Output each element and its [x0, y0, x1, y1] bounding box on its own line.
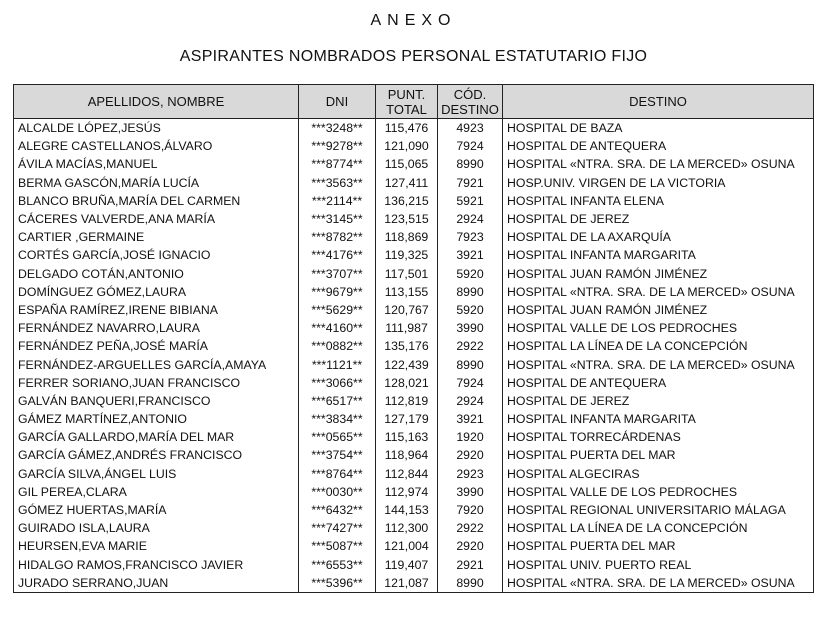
- cell-score: 112,300: [376, 519, 438, 537]
- table-row: [14, 446, 814, 464]
- table-row: [14, 556, 814, 574]
- cell-destination-code: 3921: [438, 246, 503, 264]
- cell-destination-code: 7920: [438, 501, 503, 519]
- column-header-destination-code: [438, 85, 503, 119]
- cell-destination-code: 5921: [438, 192, 503, 210]
- cell-destination: HOSPITAL «NTRA. SRA. DE LA MERCED» OSUNA: [503, 155, 814, 173]
- cell-destination-code: 2923: [438, 465, 503, 483]
- cell-score: 112,974: [376, 483, 438, 501]
- cell-name: HEURSEN,EVA MARIE: [14, 537, 299, 555]
- cell-destination: HOSPITAL JUAN RAMÓN JIMÉNEZ: [503, 265, 814, 283]
- cell-dni: ***3707**: [299, 265, 376, 283]
- cell-score: 121,090: [376, 137, 438, 155]
- cell-destination-code: 2922: [438, 337, 503, 355]
- cell-dni: ***4160**: [299, 319, 376, 337]
- cell-name: FERNÁNDEZ NAVARRO,LAURA: [14, 319, 299, 337]
- cell-destination-code: 5920: [438, 265, 503, 283]
- cell-name: GÓMEZ HUERTAS,MARÍA: [14, 501, 299, 519]
- cell-dni: ***9679**: [299, 283, 376, 301]
- cell-destination-code: 2920: [438, 446, 503, 464]
- table-row: [14, 319, 814, 337]
- cell-destination-code: 2920: [438, 537, 503, 555]
- cell-destination: HOSPITAL DE ANTEQUERA: [503, 374, 814, 392]
- cell-name: FERNÁNDEZ-ARGUELLES GARCÍA,AMAYA: [14, 355, 299, 373]
- cell-destination: HOSPITAL DE LA AXARQUÍA: [503, 228, 814, 246]
- cell-score: 144,153: [376, 501, 438, 519]
- cell-dni: ***8782**: [299, 228, 376, 246]
- cell-score: 128,021: [376, 374, 438, 392]
- table-row: [14, 301, 814, 319]
- column-header-score: [376, 85, 438, 119]
- column-header-score-line1: PUNT.: [387, 86, 426, 102]
- cell-destination: HOSPITAL TORRECÁRDENAS: [503, 428, 814, 446]
- cell-score: 121,087: [376, 574, 438, 593]
- table-row: [14, 265, 814, 283]
- cell-dni: ***8764**: [299, 465, 376, 483]
- column-header-code-line1: CÓD.: [453, 86, 487, 102]
- cell-dni: ***4176**: [299, 246, 376, 264]
- column-header-code-line2: DESTINO: [441, 101, 499, 117]
- cell-score: 115,476: [376, 119, 438, 138]
- cell-destination: HOSPITAL VALLE DE LOS PEDROCHES: [503, 483, 814, 501]
- cell-dni: ***0030**: [299, 483, 376, 501]
- cell-destination: HOSPITAL INFANTA MARGARITA: [503, 410, 814, 428]
- table-row: [14, 574, 814, 593]
- cell-destination-code: 2924: [438, 210, 503, 228]
- table-row: [14, 355, 814, 373]
- cell-destination: HOSPITAL ALGECIRAS: [503, 465, 814, 483]
- cell-name: GÁMEZ MARTÍNEZ,ANTONIO: [14, 410, 299, 428]
- cell-name: FERRER SORIANO,JUAN FRANCISCO: [14, 374, 299, 392]
- cell-destination: HOSP.UNIV. VIRGEN DE LA VICTORIA: [503, 174, 814, 192]
- cell-score: 127,179: [376, 410, 438, 428]
- cell-score: 122,439: [376, 355, 438, 373]
- cell-name: GUIRADO ISLA,LAURA: [14, 519, 299, 537]
- cell-score: 115,163: [376, 428, 438, 446]
- cell-destination: HOSPITAL DE BAZA: [503, 119, 814, 138]
- cell-name: GALVÁN BANQUERI,FRANCISCO: [14, 392, 299, 410]
- cell-name: BLANCO BRUÑA,MARÍA DEL CARMEN: [14, 192, 299, 210]
- table-row: [14, 337, 814, 355]
- table-row: [14, 374, 814, 392]
- cell-name: ALEGRE CASTELLANOS,ÁLVARO: [14, 137, 299, 155]
- cell-destination: HOSPITAL «NTRA. SRA. DE LA MERCED» OSUNA: [503, 574, 814, 593]
- cell-score: 112,844: [376, 465, 438, 483]
- cell-score: 119,407: [376, 556, 438, 574]
- cell-dni: ***6432**: [299, 501, 376, 519]
- appointees-table: [13, 84, 814, 593]
- cell-dni: ***0565**: [299, 428, 376, 446]
- cell-destination-code: 5920: [438, 301, 503, 319]
- cell-score: 111,987: [376, 319, 438, 337]
- table-row: [14, 483, 814, 501]
- cell-name: CORTÉS GARCÍA,JOSÉ IGNACIO: [14, 246, 299, 264]
- cell-dni: ***6553**: [299, 556, 376, 574]
- cell-destination-code: 7923: [438, 228, 503, 246]
- cell-destination-code: 7924: [438, 137, 503, 155]
- table-row: [14, 228, 814, 246]
- cell-name: CÁCERES VALVERDE,ANA MARÍA: [14, 210, 299, 228]
- cell-score: 127,411: [376, 174, 438, 192]
- cell-score: 117,501: [376, 265, 438, 283]
- cell-destination-code: 3921: [438, 410, 503, 428]
- cell-dni: ***5396**: [299, 574, 376, 593]
- cell-dni: ***6517**: [299, 392, 376, 410]
- cell-score: 135,176: [376, 337, 438, 355]
- cell-name: CARTIER ,GERMAINE: [14, 228, 299, 246]
- cell-destination-code: 8990: [438, 355, 503, 373]
- cell-name: JURADO SERRANO,JUAN: [14, 574, 299, 593]
- column-header-destination: DESTINO: [503, 85, 814, 119]
- cell-destination: HOSPITAL LA LÍNEA DE LA CONCEPCIÓN: [503, 337, 814, 355]
- cell-dni: ***3834**: [299, 410, 376, 428]
- cell-destination-code: 2924: [438, 392, 503, 410]
- cell-destination: HOSPITAL JUAN RAMÓN JIMÉNEZ: [503, 301, 814, 319]
- cell-dni: ***3563**: [299, 174, 376, 192]
- cell-destination: HOSPITAL DE JEREZ: [503, 210, 814, 228]
- cell-name: DELGADO COTÁN,ANTONIO: [14, 265, 299, 283]
- cell-destination: HOSPITAL DE ANTEQUERA: [503, 137, 814, 155]
- cell-destination: HOSPITAL LA LÍNEA DE LA CONCEPCIÓN: [503, 519, 814, 537]
- cell-score: 118,869: [376, 228, 438, 246]
- cell-name: GARCÍA GÁMEZ,ANDRÉS FRANCISCO: [14, 446, 299, 464]
- cell-destination-code: 1920: [438, 428, 503, 446]
- cell-score: 112,819: [376, 392, 438, 410]
- cell-name: DOMÍNGUEZ GÓMEZ,LAURA: [14, 283, 299, 301]
- document-subtitle: ASPIRANTES NOMBRADOS PERSONAL ESTATUTARIO FIJO: [179, 48, 648, 65]
- cell-destination-code: 7924: [438, 374, 503, 392]
- table-row: [14, 465, 814, 483]
- cell-name: ÁVILA MACÍAS,MANUEL: [14, 155, 299, 173]
- cell-dni: ***3754**: [299, 446, 376, 464]
- cell-score: 119,325: [376, 246, 438, 264]
- cell-dni: ***2114**: [299, 192, 376, 210]
- cell-destination: HOSPITAL UNIV. PUERTO REAL: [503, 556, 814, 574]
- cell-destination: HOSPITAL INFANTA MARGARITA: [503, 246, 814, 264]
- cell-dni: ***9278**: [299, 137, 376, 155]
- cell-destination: HOSPITAL PUERTA DEL MAR: [503, 446, 814, 464]
- cell-score: 121,004: [376, 537, 438, 555]
- cell-score: 118,964: [376, 446, 438, 464]
- cell-dni: ***3248**: [299, 119, 376, 138]
- cell-dni: ***0882**: [299, 337, 376, 355]
- cell-destination-code: 8990: [438, 574, 503, 593]
- table-row: [14, 246, 814, 264]
- cell-dni: ***3145**: [299, 210, 376, 228]
- cell-destination: HOSPITAL REGIONAL UNIVERSITARIO MÁLAGA: [503, 501, 814, 519]
- table-row: [14, 537, 814, 555]
- cell-destination: HOSPITAL PUERTA DEL MAR: [503, 537, 814, 555]
- table-row: [14, 174, 814, 192]
- table-row: [14, 192, 814, 210]
- annex-title: ANEXO: [370, 12, 457, 29]
- cell-score: 120,767: [376, 301, 438, 319]
- cell-dni: ***8774**: [299, 155, 376, 173]
- table-row: [14, 392, 814, 410]
- table-row: [14, 119, 814, 138]
- cell-dni: ***1121**: [299, 355, 376, 373]
- cell-dni: ***5629**: [299, 301, 376, 319]
- cell-destination: HOSPITAL INFANTA ELENA: [503, 192, 814, 210]
- table-row: [14, 501, 814, 519]
- table-row: [14, 519, 814, 537]
- cell-destination: HOSPITAL «NTRA. SRA. DE LA MERCED» OSUNA: [503, 283, 814, 301]
- cell-score: 113,155: [376, 283, 438, 301]
- table-row: [14, 283, 814, 301]
- cell-destination-code: 3990: [438, 483, 503, 501]
- cell-name: ALCALDE LÓPEZ,JESÚS: [14, 119, 299, 138]
- cell-name: FERNÁNDEZ PEÑA,JOSÉ MARÍA: [14, 337, 299, 355]
- cell-destination-code: 2921: [438, 556, 503, 574]
- cell-destination: HOSPITAL VALLE DE LOS PEDROCHES: [503, 319, 814, 337]
- table-body: [14, 119, 814, 593]
- table-row: [14, 137, 814, 155]
- cell-destination: HOSPITAL «NTRA. SRA. DE LA MERCED» OSUNA: [503, 355, 814, 373]
- cell-destination: HOSPITAL DE JEREZ: [503, 392, 814, 410]
- cell-dni: ***5087**: [299, 537, 376, 555]
- cell-destination-code: 4923: [438, 119, 503, 138]
- column-header-score-line2: TOTAL: [386, 101, 427, 117]
- cell-score: 123,515: [376, 210, 438, 228]
- cell-destination-code: 3990: [438, 319, 503, 337]
- cell-dni: ***3066**: [299, 374, 376, 392]
- cell-destination-code: 2922: [438, 519, 503, 537]
- cell-name: HIDALGO RAMOS,FRANCISCO JAVIER: [14, 556, 299, 574]
- table-row: [14, 210, 814, 228]
- cell-name: GARCÍA SILVA,ÁNGEL LUIS: [14, 465, 299, 483]
- table-row: [14, 155, 814, 173]
- cell-name: GIL PEREA,CLARA: [14, 483, 299, 501]
- column-header-dni: DNI: [299, 85, 376, 119]
- cell-destination-code: 8990: [438, 283, 503, 301]
- table-row: [14, 410, 814, 428]
- cell-dni: ***7427**: [299, 519, 376, 537]
- cell-name: ESPAÑA RAMÍREZ,IRENE BIBIANA: [14, 301, 299, 319]
- table-header-row: [14, 85, 814, 119]
- cell-name: GARCÍA GALLARDO,MARÍA DEL MAR: [14, 428, 299, 446]
- column-header-name: APELLIDOS, NOMBRE: [14, 85, 299, 119]
- table-row: [14, 428, 814, 446]
- cell-score: 115,065: [376, 155, 438, 173]
- cell-score: 136,215: [376, 192, 438, 210]
- cell-name: BERMA GASCÓN,MARÍA LUCÍA: [14, 174, 299, 192]
- cell-destination-code: 8990: [438, 155, 503, 173]
- cell-destination-code: 7921: [438, 174, 503, 192]
